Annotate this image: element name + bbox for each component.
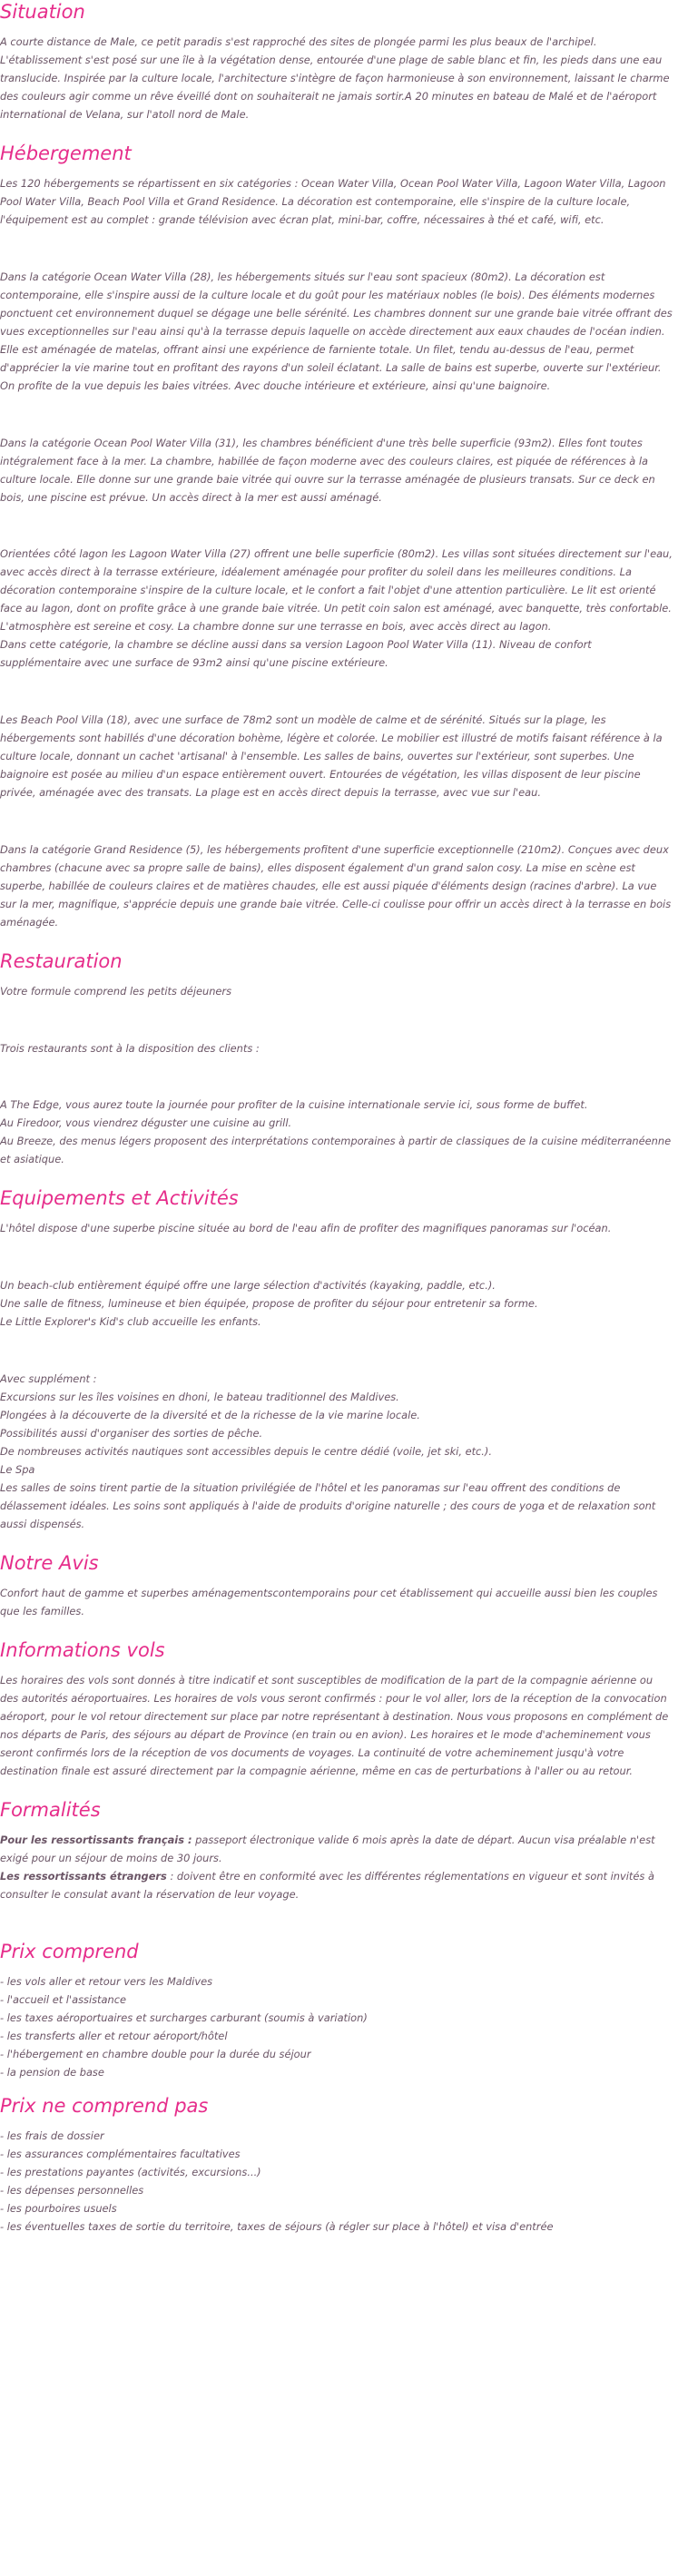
paragraph: Au Firedoor, vous viendrez déguster une cuisine au grill. <box>0 1116 292 1130</box>
paragraph: Les horaires des vols sont donnés à titre indicatif et sont susceptibles de modification de la part de la compagnie aérienne ou des autorités aéroportuaires. Les horaires de vols vous seront confirmés : pour le vol aller, lors de la réception de la convocation aéroport, pour le vol retour directement sur place par notre représentant à destination. Nous vous proposons en complément de nos départs de Paris, des séjours au départ de Province (en train ou en avion). Les horaires et le mode d'acheminement vous seront confirmés lors de la réception de vos documents de voyages. La continuité de votre acheminement jusqu'à votre destination finale est assuré directement par la compagnie aérienne, même en cas de perturbations à l'aller ou au retour. <box>0 1674 669 1778</box>
section-title-prix-comprend: Prix comprend <box>0 1941 139 1963</box>
paragraph-list <box>0 174 673 931</box>
formalites-etrangers-text: : doivent être en conformité avec les différentes réglementations en vigueur et sont invités à consulter le consulat avant la réservation de leur voyage. <box>0 1870 654 1902</box>
section-hebergement <box>0 142 673 931</box>
section-situation <box>0 0 673 123</box>
paragraph: Les 120 hébergements se répartissent en six catégories : Ocean Water Villa, Ocean Pool Water Villa, Lagoon Water Villa, Lagoon Pool Water Villa, Beach Pool Villa et Grand Residence. La décoration est contemporaine, elle s'inspire de la culture locale, l'équipement est au complet : grande télévision avec écran plat, mini-bar, coffre, nécessaires à thé et café, wifi, etc. <box>0 177 666 226</box>
paragraph: De nombreuses activités nautiques sont accessibles depuis le centre dédié (voile, jet ski, etc.). <box>0 1445 492 1459</box>
paragraph: - les taxes aéroportuaires et surcharges carburant (soumis à variation) <box>0 2011 368 2025</box>
spacer <box>0 516 673 535</box>
formalites-francais-label: Pour les ressortissants français : <box>0 1834 192 1847</box>
section-avis <box>0 1551 673 1620</box>
section-title-formalites: Formalités <box>0 1799 101 1822</box>
paragraph: Dans la catégorie Ocean Pool Water Villa (31), les chambres bénéficient d'une très belle superficie (93m2). Elles font toutes intégralement face à la mer. La chambre, habillée de façon moderne avec des couleurs claires, est piquée de références à la culture locale. Elle donne sur une grande baie vitrée qui ouvre sur la terrasse aménagée de plusieurs transats. Sur ce deck en bois, une piscine est prévue. Un accès direct à la mer est aussi aménagé. <box>0 436 655 504</box>
included-list <box>0 1972 673 2081</box>
paragraph: L'hôtel dispose d'une superbe piscine située au bord de l'eau afin de profiter des magnifiques panoramas sur l'océan. <box>0 1222 612 1235</box>
spacer <box>0 239 673 257</box>
paragraph: - les frais de dossier <box>0 2129 104 2143</box>
section-title-restauration: Restauration <box>0 949 123 972</box>
paragraph: Avec supplément : <box>0 1372 97 1386</box>
paragraph: Possibilités aussi d'organiser des sorties de pêche. <box>0 1427 263 1440</box>
paragraph: Le Little Explorer's Kid's club accueille les enfants. <box>0 1315 261 1329</box>
paragraph-list <box>0 982 673 1169</box>
spacer <box>0 1067 673 1086</box>
paragraph: - les pourboires usuels <box>0 2202 117 2216</box>
paragraph: - les éventuelles taxes de sortie du territoire, taxes de séjours (à régler sur place à l'hôtel) et visa d'entrée <box>0 2220 554 2234</box>
section-title-hebergement: Hébergement <box>0 143 132 164</box>
formalites-etrangers <box>0 1867 673 1903</box>
paragraph-list <box>0 1219 673 1533</box>
paragraph: - les assurances complémentaires facultatives <box>0 2148 241 2161</box>
section-prix-comprend <box>0 1940 673 2081</box>
spacer <box>0 405 673 423</box>
paragraph-list <box>0 33 673 123</box>
paragraph: Plongées à la découverte de la diversité et de la richesse de la vie marine locale. <box>0 1409 420 1422</box>
excluded-list <box>0 2127 673 2236</box>
spacer <box>0 1010 673 1028</box>
section-equipements <box>0 1186 673 1533</box>
spacer <box>0 1248 673 1266</box>
paragraph: - l'accueil et l'assistance <box>0 1993 126 2007</box>
section-title-prix-ne-comprend: Prix ne comprend pas <box>0 2095 209 2118</box>
paragraph: - les prestations payantes (activités, excursions...) <box>0 2166 261 2179</box>
paragraph: Dans la catégorie Ocean Water Villa (28), les hébergements situés sur l'eau sont spacieux (80m2). La décoration est contemporaine, elle s'inspire aussi de la culture locale et du goût pour les matériaux nobles (le bois). Des éléments modernes ponctuent cet environnement duquel se dégage une belle sérénité. Les chambres donnent sur une grande baie vitrée offrant des vues exceptionnelles sur l'eau ainsi qu'à la terrasse depuis laquelle on accède directement aux eaux chaudes de l'océan indien. Elle est aménagée de matelas, offrant ainsi une expérience de farniente totale. Un filet, tendu au-dessus de l'eau, permet d'apprécier la vie marine tout en profitant des rayons d'un soleil éclatant. La salle de bains est superbe, ouverte sur l'extérieur. On profite de la vue depuis les baies vitrées. Avec douche intérieure et extérieure, ainsi qu'une baignoire. <box>0 270 673 392</box>
section-title-situation: Situation <box>0 1 85 23</box>
paragraph: Dans cette catégorie, la chambre se décline aussi dans sa version Lagoon Pool Water Villa (11). Niveau de confort supplémentaire avec une surface de 93m2 ainsi qu'une piscine extérieure. <box>0 638 592 670</box>
paragraph: - la pension de base <box>0 2066 104 2079</box>
section-title-vols: Informations vols <box>0 1639 165 1662</box>
paragraph: Les salles de soins tirent partie de la situation privilégiée de l'hôtel et les panoramas sur l'eau offrent des conditions de délassement idéales. Les soins sont appliqués à l'aide de produits d'origine naturelle ; des cours de yoga et de relaxation sont aussi dispensés. <box>0 1481 656 1531</box>
paragraph-list <box>0 1584 673 1620</box>
paragraph: Le Spa <box>0 1463 35 1477</box>
paragraph: Au Breeze, des menus légers proposent des interprétations contemporaines à partir de classiques de la cuisine méditerranéenne et asiatique. <box>0 1135 672 1166</box>
paragraph: A courte distance de Male, ce petit paradis s'est rapproché des sites de plongée parmi les plus beaux de l'archipel. L'établissement s'est posé sur une île à la végétation dense, entourée d'une plage de sable blanc et fin, les pieds dans une eau translucide. Inspirée par la culture locale, l'architecture s'intègre de façon harmonieuse à son environnement, laissant le charme des couleurs agir comme un rêve éveillé dont on souhaiterait ne jamais sortir.A 20 minutes en bateau de Malé et de l'aéroport international de Velana, sur l'atoll nord de Male. <box>0 35 670 121</box>
formalites-etrangers-label: Les ressortissants étrangers <box>0 1870 167 1883</box>
paragraph: Votre formule comprend les petits déjeuners <box>0 984 232 998</box>
paragraph: Confort haut de gamme et superbes aménagementscontemporains pour cet établissement qui accueille aussi bien les couples que les familles. <box>0 1587 658 1618</box>
formalites-francais <box>0 1831 673 1867</box>
section-formalites <box>0 1798 673 1903</box>
formalites-francais-text: passeport électronique valide 6 mois après la date de départ. Aucun visa préalable n'est exigé pour un séjour de moins de 30 jours. <box>0 1834 655 1865</box>
section-prix-ne-comprend <box>0 2094 673 2236</box>
spacer <box>0 1342 673 1360</box>
paragraph: Une salle de fitness, lumineuse et bien équipée, propose de profiter du séjour pour entretenir sa forme. <box>0 1297 538 1311</box>
paragraph: - l'hébergement en chambre double pour la durée du séjour <box>0 2048 311 2061</box>
paragraph-list <box>0 1671 673 1780</box>
paragraph: Excursions sur les îles voisines en dhoni, le bateau traditionnel des Maldives. <box>0 1391 399 1404</box>
paragraph: A The Edge, vous aurez toute la journée pour profiter de la cuisine internationale servie ici, sous forme de buffet. <box>0 1098 588 1112</box>
section-title-avis: Notre Avis <box>0 1552 99 1575</box>
section-title-equipements: Equipements et Activités <box>0 1187 239 1210</box>
paragraph: - les transferts aller et retour aéroport/hôtel <box>0 2030 228 2043</box>
paragraph: - les vols aller et retour vers les Maldives <box>0 1975 213 1989</box>
paragraph: Trois restaurants sont à la disposition des clients : <box>0 1041 260 1055</box>
spacer <box>0 683 673 701</box>
spacer <box>0 812 673 831</box>
section-restauration <box>0 949 673 1169</box>
section-vols <box>0 1638 673 1780</box>
paragraph: Les Beach Pool Villa (18), avec une surface de 78m2 sont un modèle de calme et de sérénité. Situés sur la plage, les hébergements sont habillés d'une décoration bohème, légère et colorée. Le mobilier est illustré de motifs faisant référence à la culture locale, donnant un cachet 'artisanal' à l'ensemble. Les salles de bains, ouvertes sur l'extérieur, sont superbes. Une baignoire est posée au milieu d'un espace entièrement ouvert. Entourées de végétation, les villas disposent de leur piscine privée, aménagée avec des transats. La plage est en accès direct depuis la terrasse, avec vue sur l'eau. <box>0 713 663 800</box>
paragraph: Orientées côté lagon les Lagoon Water Villa (27) offrent une belle superficie (80m2). Les villas sont situées directement sur l'eau, avec accès direct à la terrasse extérieure, idéalement aménagée pour profiter du soleil dans les meilleures conditions. La décoration contemporaine s'inspire de la culture locale, et le confort a fait l'objet d'une attention particulière. Le lit est orienté face au lagon, dont on profite grâce à une grande baie vitrée. Un petit coin salon est aménagé, avec banquette, très confortable. L'atmosphère est sereine et cosy. La chambre donne sur une terrasse en bois, avec accès direct au lagon. <box>0 547 673 634</box>
paragraph: Un beach-club entièrement équipé offre une large sélection d'activités (kayaking, paddle, etc.). <box>0 1279 496 1293</box>
paragraph: - les dépenses personnelles <box>0 2184 144 2197</box>
paragraph: Dans la catégorie Grand Residence (5), les hébergements profitent d'une superficie exceptionnelle (210m2). Conçues avec deux chambres (chacune avec sa propre salle de bains), elles disposent également d'un grand salon cosy. La mise en scène est superbe, habillée de couleurs claires et de matières chaudes, elle est aussi piquée d'éléments design (racines d'arbre). La vue sur la mer, magnifique, s'apprécie depuis une grande baie vitrée. Celle-ci coulisse pour offrir un accès direct à la terrasse en bois aménagée. <box>0 842 672 929</box>
